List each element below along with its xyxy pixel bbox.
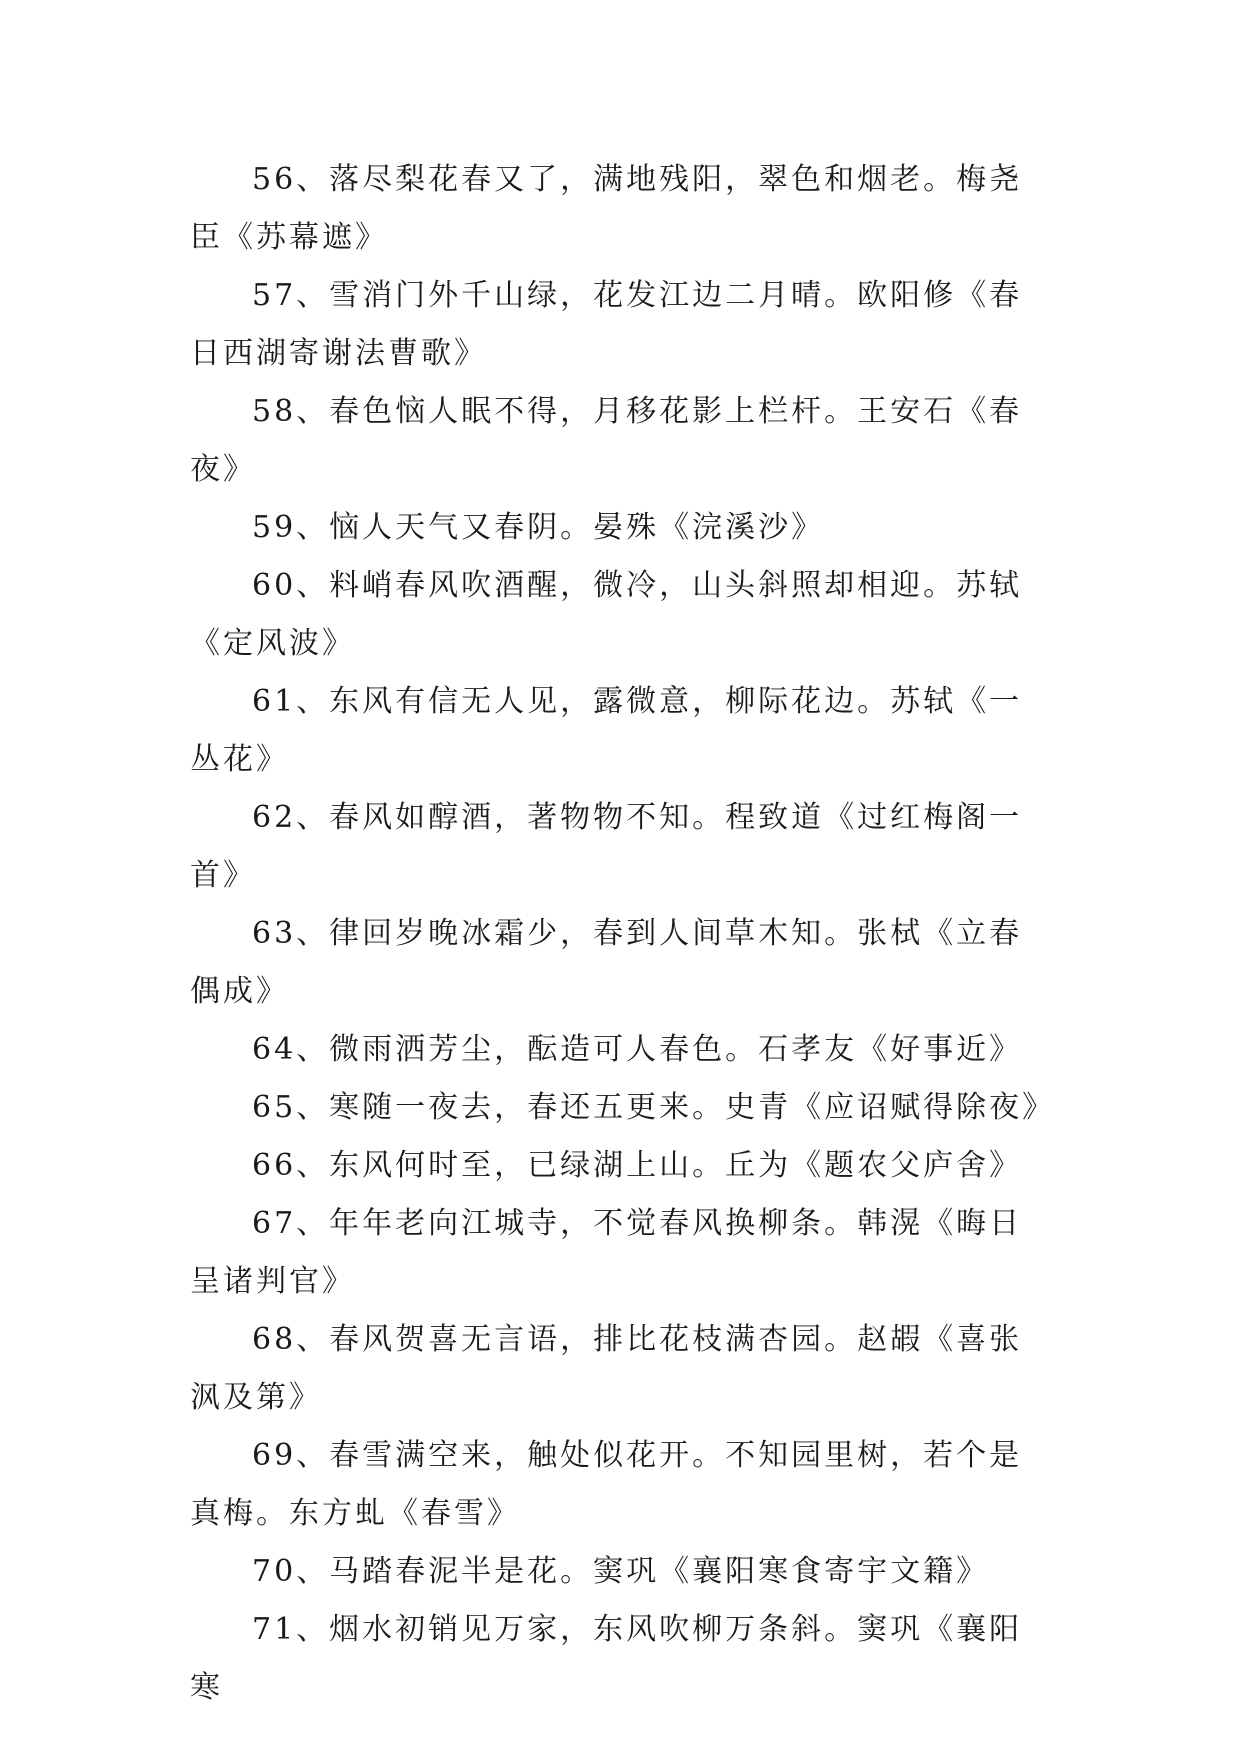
quote-entry-61: 61、东风有信无人见，露微意，柳际花边。苏轼《一丛花》 <box>190 684 1023 777</box>
quote-entry-62: 62、春风如醇酒，著物物不知。程致道《过红梅阁一首》 <box>190 800 1023 893</box>
quote-entry-68: 68、春风贺喜无言语，排比花枝满杏园。赵嘏《喜张沨及第》 <box>190 1322 1023 1415</box>
quote-entry-70: 70、马踏春泥半是花。窦巩《襄阳寒食寄宇文籍》 <box>252 1554 990 1589</box>
quote-entry-60: 60、料峭春风吹酒醒，微冷，山头斜照却相迎。苏轼《定风波》 <box>190 568 1023 661</box>
quote-entry-64: 64、微雨洒芳尘，酝造可人春色。石孝友《好事近》 <box>252 1032 1023 1067</box>
quote-entry-57: 57、雪消门外千山绿，花发江边二月晴。欧阳修《春日西湖寄谢法曹歌》 <box>190 278 1023 371</box>
quote-entry-56: 56、落尽梨花春又了，满地残阳，翠色和烟老。梅尧臣《苏幕遮》 <box>190 162 1023 255</box>
quote-entry-65: 65、寒随一夜去，春还五更来。史青《应诏赋得除夜》 <box>252 1090 1056 1125</box>
quote-entry-63: 63、律回岁晚冰霜少，春到人间草木知。张栻《立春偶成》 <box>190 916 1023 1009</box>
quote-entry-59: 59、恼人天气又春阴。晏殊《浣溪沙》 <box>252 510 825 545</box>
quote-entry-58: 58、春色恼人眠不得，月移花影上栏杆。王安石《春夜》 <box>190 394 1023 487</box>
quote-entry-67: 67、年年老向江城寺，不觉春风换柳条。韩滉《晦日呈诸判官》 <box>190 1206 1023 1299</box>
quote-entry-69: 69、春雪满空来，触处似花开。不知园里树，若个是真梅。东方虬《春雪》 <box>190 1438 1023 1531</box>
quote-entry-66: 66、东风何时至，已绿湖上山。丘为《题农父庐舍》 <box>252 1148 1023 1183</box>
poem-quote-list <box>190 151 1056 1717</box>
quote-entry-71: 71、烟水初销见万家，东风吹柳万条斜。窦巩《襄阳寒 <box>190 1612 1023 1705</box>
